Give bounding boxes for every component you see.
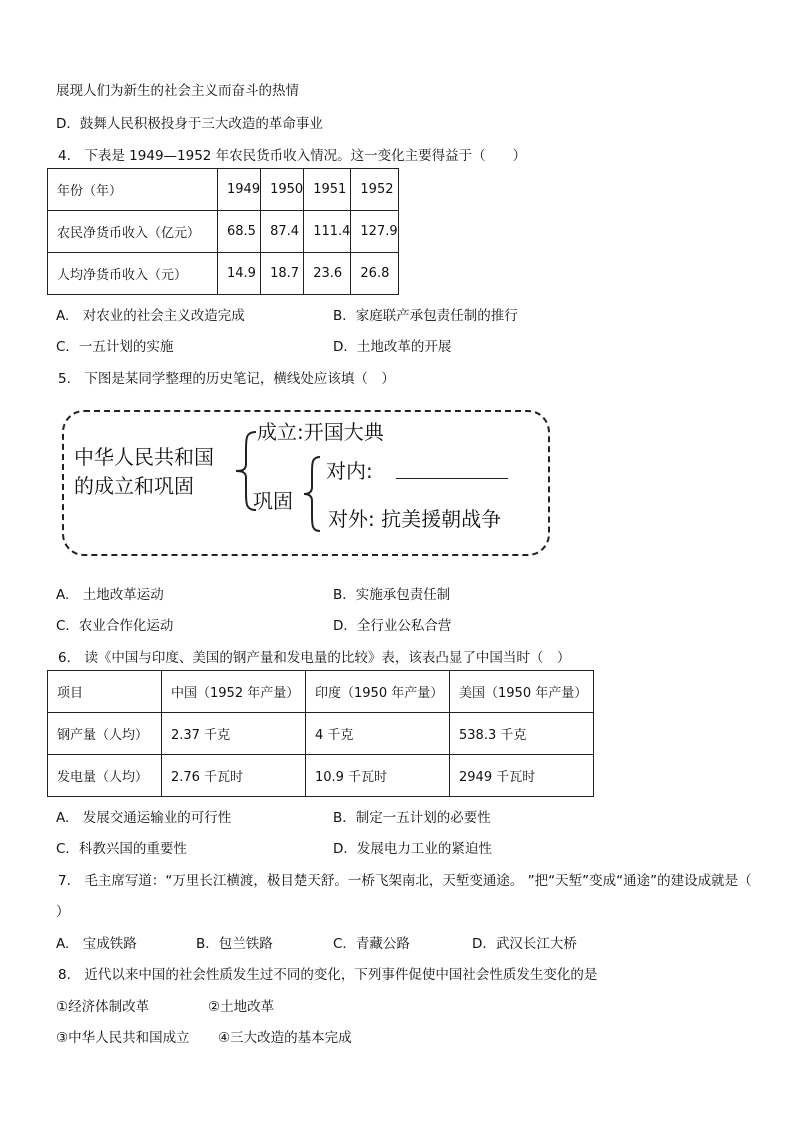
table-cell: 26.8 <box>351 253 398 295</box>
diagram-founding: 成立:开国大典 <box>257 420 384 444</box>
brace-icon <box>302 455 324 533</box>
question-8-stem: 8. 近代以来中国的社会性质发生过不同的变化，下列事件促使中国社会性质发生变化的是 <box>58 967 598 983</box>
table-cell: 14.9 <box>218 253 261 295</box>
option-a[interactable]: A. 发展交通运输业的可行性 <box>56 810 232 826</box>
option-b[interactable]: B．家庭联产承包责任制的推行 <box>333 308 518 324</box>
question-5-stem: 5. 下图是某同学整理的历史笔记，横线处应该填（ ） <box>58 371 395 387</box>
list-item: ②土地改革 <box>208 999 275 1015</box>
table-cell: 2.37 千克 <box>162 713 306 755</box>
table-cell: 1950 <box>261 169 304 211</box>
option-c[interactable]: C．农业合作化运动 <box>56 618 174 634</box>
option-d[interactable]: D．全行业公私合营 <box>333 618 452 634</box>
option-c[interactable]: C．一五计划的实施 <box>56 339 174 355</box>
option-c[interactable]: C．科教兴国的重要性 <box>56 841 187 857</box>
diagram-foreign: 对外: 抗美援朝战争 <box>328 507 502 531</box>
table-cell: 发电量（人均） <box>48 755 162 797</box>
option-d: D．鼓舞人民积极投身于三大改造的革命事业 <box>56 116 323 132</box>
steel-power-table <box>47 670 594 797</box>
diagram-root-line1: 中华人民共和国 <box>74 445 214 469</box>
option-b[interactable]: B．包兰铁路 <box>196 936 273 952</box>
list-item: ③中华人民共和国成立 <box>56 1030 190 1046</box>
table-cell: 87.4 <box>261 211 304 253</box>
table-header-row <box>48 169 399 211</box>
table-row <box>48 253 399 295</box>
option-d[interactable]: D．土地改革的开展 <box>333 339 452 355</box>
table-cell: 人均净货币收入（元） <box>48 253 218 295</box>
table-cell: 23.6 <box>304 253 351 295</box>
list-item: ④三大改造的基本完成 <box>218 1030 352 1046</box>
table-header-row <box>48 671 594 713</box>
table-cell: 项目 <box>48 671 162 713</box>
question-7-stem: 7. 毛主席写道：“万里长江横渡，极目楚天舒。一桥飞架南北，天堑变通途。 ”把“天堑”变成“通途”的建设成就是（ <box>58 873 752 889</box>
table-cell: 农民净货币收入（亿元） <box>48 211 218 253</box>
list-item: ①经济体制改革 <box>56 999 150 1015</box>
table-row <box>48 713 594 755</box>
table-row <box>48 755 594 797</box>
table-cell: 美国（1950 年产量） <box>450 671 594 713</box>
table-cell: 年份（年） <box>48 169 218 211</box>
table-cell: 68.5 <box>218 211 261 253</box>
option-b[interactable]: B．实施承包责任制 <box>333 587 451 603</box>
text-line: 展现人们为新生的社会主义而奋斗的热情 <box>56 83 299 99</box>
table-cell: 18.7 <box>261 253 304 295</box>
option-b[interactable]: B．制定一五计划的必要性 <box>333 810 491 826</box>
option-a[interactable]: A. 对农业的社会主义改造完成 <box>56 308 245 324</box>
diagram-root-line2: 的成立和巩固 <box>74 474 194 498</box>
option-d[interactable]: D．武汉长江大桥 <box>472 936 577 952</box>
table-cell: 2949 千瓦时 <box>450 755 594 797</box>
table-cell: 4 千克 <box>306 713 450 755</box>
table-cell: 2.76 千瓦时 <box>162 755 306 797</box>
table-cell: 538.3 千克 <box>450 713 594 755</box>
option-a[interactable]: A. 宝成铁路 <box>56 936 137 952</box>
option-d[interactable]: D．发展电力工业的紧迫性 <box>333 841 492 857</box>
table-cell: 1951 <box>304 169 351 211</box>
table-cell: 10.9 千瓦时 <box>306 755 450 797</box>
question-6-stem: 6. 读《中国与印度、美国的钢产量和发电量的比较》表，该表凸显了中国当时（ ） <box>58 650 571 666</box>
table-cell: 1949 <box>218 169 261 211</box>
question-4-stem: 4. 下表是 1949—1952 年农民货币收入情况。这一变化主要得益于（ ） <box>58 148 527 164</box>
income-table <box>47 168 399 295</box>
option-a[interactable]: A. 土地改革运动 <box>56 587 164 603</box>
answer-blank <box>396 478 508 479</box>
table-cell: 中国（1952 年产量） <box>162 671 306 713</box>
diagram-domestic: 对内: <box>326 459 373 483</box>
table-cell: 111.4 <box>304 211 351 253</box>
table-cell: 印度（1950 年产量） <box>306 671 450 713</box>
option-c[interactable]: C．青藏公路 <box>333 936 410 952</box>
table-cell: 127.9 <box>351 211 398 253</box>
table-cell: 钢产量（人均） <box>48 713 162 755</box>
diagram-consolidate: 巩固 <box>253 489 293 513</box>
table-cell: 1952 <box>351 169 398 211</box>
table-row <box>48 211 399 253</box>
question-7-stem-end: ） <box>56 904 70 920</box>
